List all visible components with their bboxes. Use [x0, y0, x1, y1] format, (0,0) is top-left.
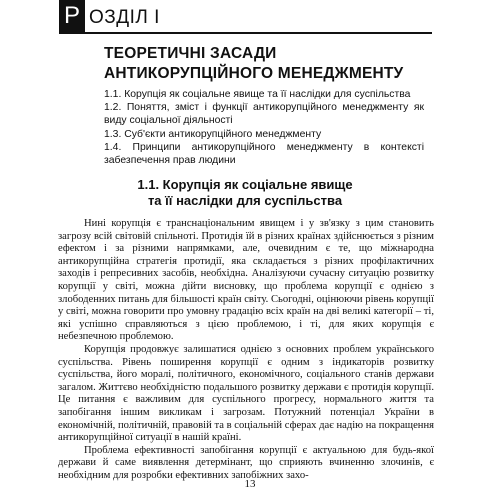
chapter-label: ОЗДІЛ I: [89, 7, 160, 28]
body-text: [58, 218, 434, 482]
chapter-initial-letter: Р: [59, 0, 85, 32]
contents-item: 1.3. Суб'єкти антикорупційного менеджменту: [104, 128, 322, 140]
section-contents-list: [104, 88, 424, 167]
paragraph: Нині корупція є транснаціональним явищем і у зв'язку з цим становить загрозу всій світовій спільноті. Протидія їй в різних країнах здійснюється з різним ефектом і за різними напрямками, але, очевидним є те, що міжнародна антикорупційна стратегія протидії, яка складається з різних профілактичних заходів і репресивних засобів, необхідна. Аналізуючи сучасну ситуацію розвитку корупції у світі, можна дійти висновку, що проблема корупції є однією з злободенних питань для більшості країн світу. Сьогодні, оцінюючи рівень корупції у світі, можна говорити про умовну градацію всіх країн на дві великі категорії – ті, які успішно справляються з цією проблемою, і ті, для яких корупція є небезпечною проблемою.: [58, 218, 434, 343]
subsection-heading: [135, 177, 355, 208]
page-number: 13: [244, 478, 256, 490]
section-title: [104, 44, 434, 84]
contents-item: 1.2. Поняття, зміст і функції антикорупційного менеджменту як виду соціальної діяльності: [104, 102, 424, 127]
contents-item: 1.1. Корупція як соціальне явище та її наслідки для суспільства: [104, 89, 411, 100]
subsection-heading-line-1: 1.1. Корупція як соціальне явище: [137, 177, 353, 192]
section-title-line-1: ТЕОРЕТИЧНІ ЗАСАДИ: [104, 45, 277, 62]
contents-item: 1.4. Принципи антикорупційного менеджменту в контексті забезпечення прав людини: [104, 141, 424, 167]
paragraph: Корупція продовжує залишатися однією з основних проблем українського суспільства. Рівень поширення корупції є одним з індикаторів розвитку суспільства, його моралі, політичного, економічного, соціального станів держави загалом. Життєво необхідністю подальшого розвитку держави є протидія корупції. Це питання є важливим для суспільного прогресу, нормального життя та запобігання іншим викликам і загрозам. Потужний потенціал України в економічній, політичній, правовій та в соціальній сферах дає надію на покращення антикорупційної ситуації в нашій країні.: [58, 343, 434, 444]
section-title-line-2: АНТИКОРУПЦІЙНОГО МЕНЕДЖМЕНТУ: [104, 65, 404, 82]
paragraph: Проблема ефективності запобігання корупції є актуальною для будь-якої держави й саме виявлення детермінант, що сприяють вчиненню злочинів, є необхідним для розробки ефективних запобіжних захо-: [58, 444, 434, 481]
chapter-divider: [59, 32, 432, 34]
subsection-heading-line-2: та її наслідки для суспільства: [147, 192, 343, 208]
